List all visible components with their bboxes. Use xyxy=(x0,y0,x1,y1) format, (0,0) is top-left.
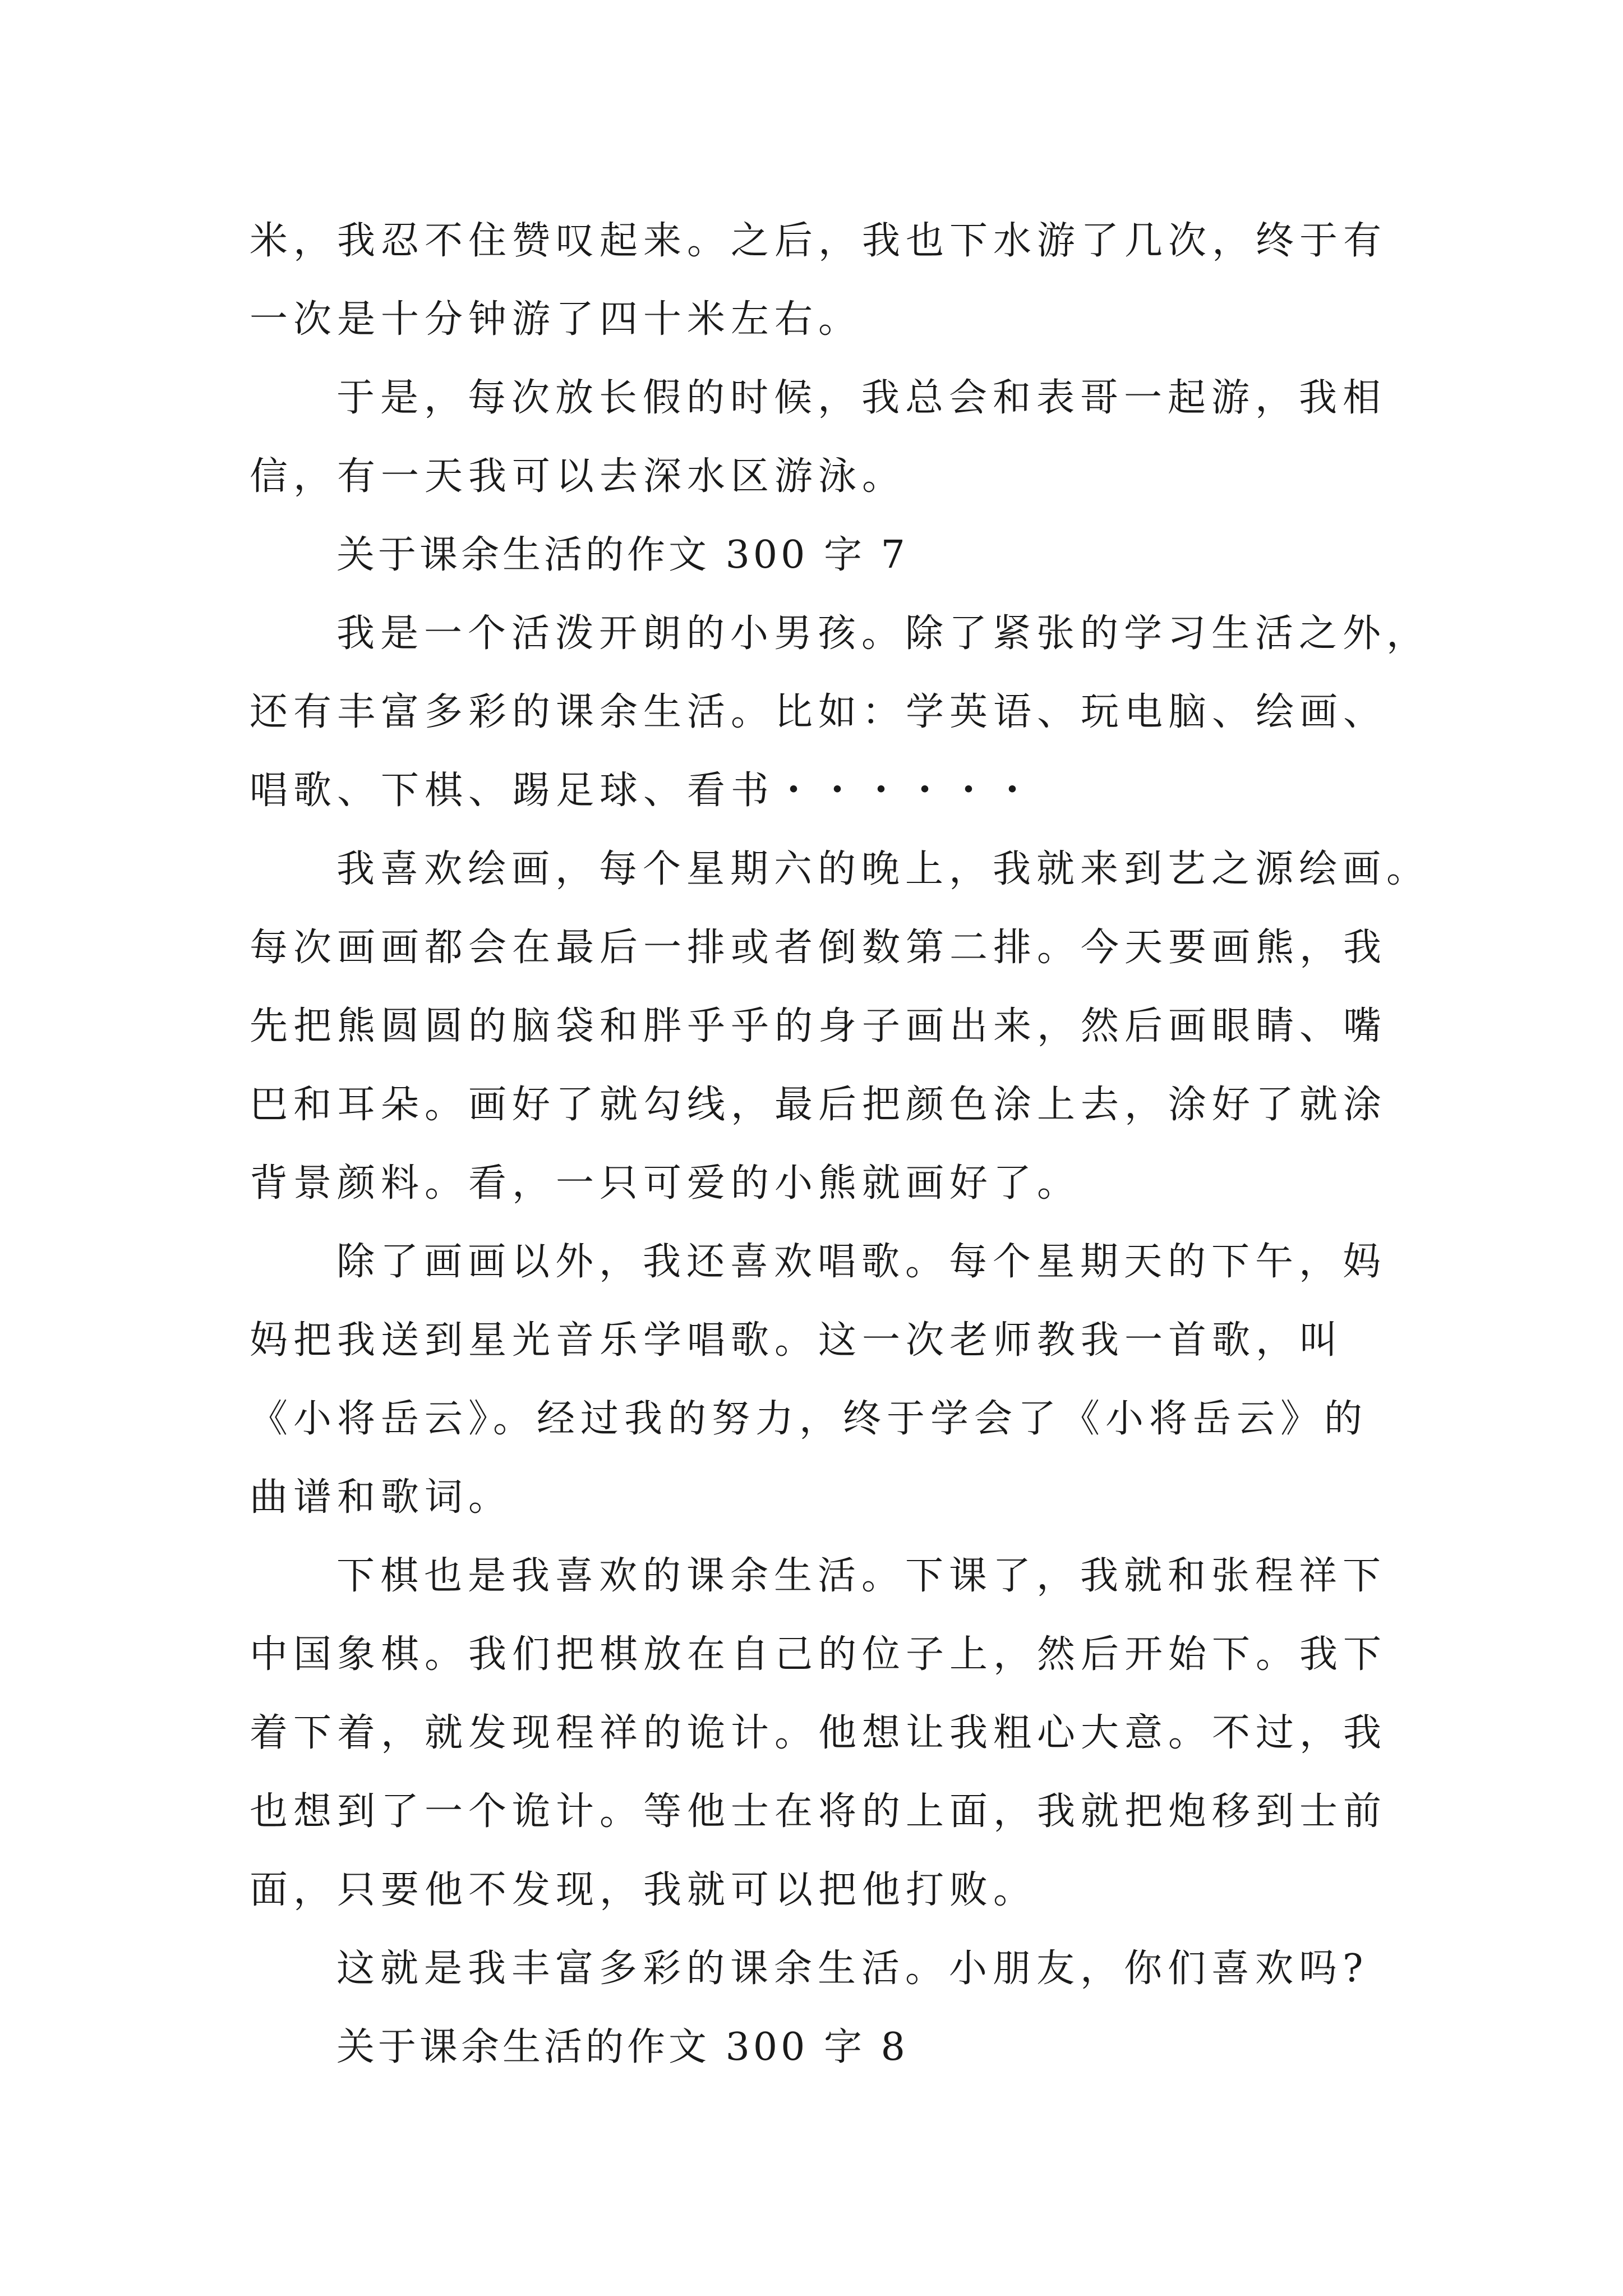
text-line: 也想到了一个诡计。等他士在将的上面，我就把炮移到士前 xyxy=(250,1789,1387,1834)
text-line: 于是，每次放长假的时候，我总会和表哥一起游，我相 xyxy=(336,376,1387,420)
text-line: 面，只要他不发现，我就可以把他打败。 xyxy=(250,1868,1038,1912)
text-line: 《小将岳云》。经过我的努力，终于学会了《小将岳云》的 xyxy=(250,1397,1368,1441)
text-line: 还有丰富多彩的课余生活。比如：学英语、玩电脑、绘画、 xyxy=(250,690,1387,734)
text-line: 着下着，就发现程祥的诡计。他想让我粗心大意。不过，我 xyxy=(250,1711,1387,1755)
text-line: 中国象棋。我们把棋放在自己的位子上，然后开始下。我下 xyxy=(250,1632,1387,1677)
section-heading: 关于课余生活的作文 300 字 8 xyxy=(336,2025,909,2069)
text-line: 我是一个活泼开朗的小男孩。除了紧张的学习生活之外， xyxy=(336,611,1431,656)
text-line: 米，我忍不住赞叹起来。之后，我也下水游了几次，终于有 xyxy=(250,219,1387,263)
text-line: 每次画画都会在最后一排或者倒数第二排。今天要画熊，我 xyxy=(250,926,1387,970)
text-line: 除了画画以外，我还喜欢唱歌。每个星期天的下午，妈 xyxy=(336,1240,1387,1284)
section-heading: 关于课余生活的作文 300 字 7 xyxy=(336,533,909,577)
text-line: 先把熊圆圆的脑袋和胖乎乎的身子画出来，然后画眼睛、嘴 xyxy=(250,1004,1387,1048)
text-line: 信，有一天我可以去深水区游泳。 xyxy=(250,454,906,499)
text-line: 唱歌、下棋、踢足球、看书・・・・・・ xyxy=(250,769,1038,813)
text-line: 我喜欢绘画，每个星期六的晚上，我就来到艺之源绘画。 xyxy=(336,847,1431,891)
text-line: 妈把我送到星光音乐学唱歌。这一次老师教我一首歌，叫 xyxy=(250,1318,1344,1363)
text-line: 背景颜料。看，一只可爱的小熊就画好了。 xyxy=(250,1161,1081,1205)
text-line: 下棋也是我喜欢的课余生活。下课了，我就和张程祥下 xyxy=(336,1554,1387,1598)
text-line: 巴和耳朵。画好了就勾线，最后把颜色涂上去，涂好了就涂 xyxy=(250,1083,1387,1127)
text-line: 曲谱和歌词。 xyxy=(250,1475,513,1520)
text-line: 这就是我丰富多彩的课余生活。小朋友，你们喜欢吗? xyxy=(336,1947,1369,1991)
text-line: 一次是十分钟游了四十米左右。 xyxy=(250,297,863,342)
